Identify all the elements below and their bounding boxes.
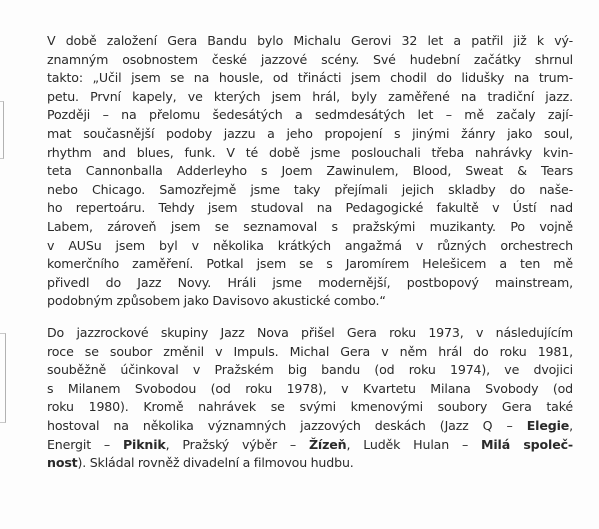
text-line: petu. První kapely, ve kterých jsem hrál, byly zaměřené na tradiční jazz.	[47, 88, 573, 104]
text-segment: s Milanem Svobodou (od roku 1978), v Kvartetu Milana Svobody (od	[47, 380, 573, 396]
album-title: nost	[47, 455, 78, 471]
text-line: rhythm and blues, funk. V té době jsme poslouchali třeba nahrávky kvin-	[47, 144, 573, 160]
album-title: Milá společ-	[481, 436, 573, 452]
text-line: Labem, zároveň jsem se seznamoval s pražskými muzikanty. Po vojně	[47, 218, 573, 234]
text-line: teta Cannonballa Adderleyho s Joem Zawinulem, Blood, Sweat & Tears	[47, 163, 573, 179]
text-segment: Energit –	[47, 436, 123, 452]
text-line: takto: „Učil jsem se na housle, od třinácti jsem chodil do lidušky na trum-	[47, 70, 573, 86]
text-line	[47, 454, 573, 473]
paragraph-biography	[47, 324, 573, 473]
margin-bracket-mark	[0, 101, 4, 159]
paragraph-quote	[47, 32, 573, 311]
text-line	[47, 436, 573, 455]
text-line	[47, 324, 573, 343]
album-title: Žízeň	[308, 436, 347, 452]
text-segment: ). Skládal rovněž divadelní a filmovou hudbu.	[77, 455, 354, 471]
text-line	[47, 343, 573, 362]
text-segment: , Luděk Hulan –	[346, 436, 481, 452]
text-line	[47, 380, 573, 399]
text-line: v AUSu jsem byl v několika krátkých angažmá v různých orchestrech	[47, 237, 573, 253]
text-line: přivedl do Jazz Novy. Hráli jsme modernější, postbopový mainstream,	[47, 274, 573, 290]
text-segment: hostoval na několika významných jazzových deskách (Jazz Q –	[47, 417, 527, 433]
text-line: komerčního zaměření. Potkal jsem se s Jaromírem Helešicem a ten mě	[47, 256, 573, 272]
text-line: mat současnější podoby jazzu a jeho propojení s jinými žánry jako soul,	[47, 125, 573, 141]
album-title: Piknik	[122, 436, 166, 452]
text-line: znamným osobnostem české jazzové scény. Své hudební začátky shrnul	[47, 51, 573, 67]
text-line: nebo Chicago. Samozřejmě jsme taky přejímali jejich skladby do naše-	[47, 181, 573, 197]
text-line	[47, 398, 573, 417]
text-line: ho repertoáru. Tehdy jsem studoval na Pedagogické fakultě v Ústí nad	[47, 200, 573, 216]
text-line	[47, 417, 573, 436]
text-line: podobným způsobem jako Davisovo akustické combo.“	[47, 293, 386, 309]
text-segment: roku 1980). Kromě nahrávek se svými kmenovými soubory Gera také	[47, 399, 573, 415]
text-segment: roce se soubor změnil v Impuls. Michal Gera v něm hrál do roku 1981,	[47, 343, 573, 359]
text-segment: ,	[569, 417, 573, 433]
margin-bracket-mark	[0, 333, 6, 423]
text-segment: souběžně účinkoval v Pražském big bandu (od roku 1974), ve dvojici	[47, 362, 573, 378]
text-segment: , Pražský výběr –	[165, 436, 309, 452]
text-line	[47, 361, 573, 380]
album-title: Elegie	[526, 417, 570, 433]
text-line: V době založení Gera Bandu bylo Michalu Gerovi 32 let a patřil již k vý-	[47, 33, 573, 48]
text-segment: Do jazzrockové skupiny Jazz Nova přišel Gera roku 1973, v následujícím	[47, 325, 573, 340]
text-line: Později – na přelomu šedesátých a sedmdesátých let – mě začaly zají-	[47, 107, 573, 123]
